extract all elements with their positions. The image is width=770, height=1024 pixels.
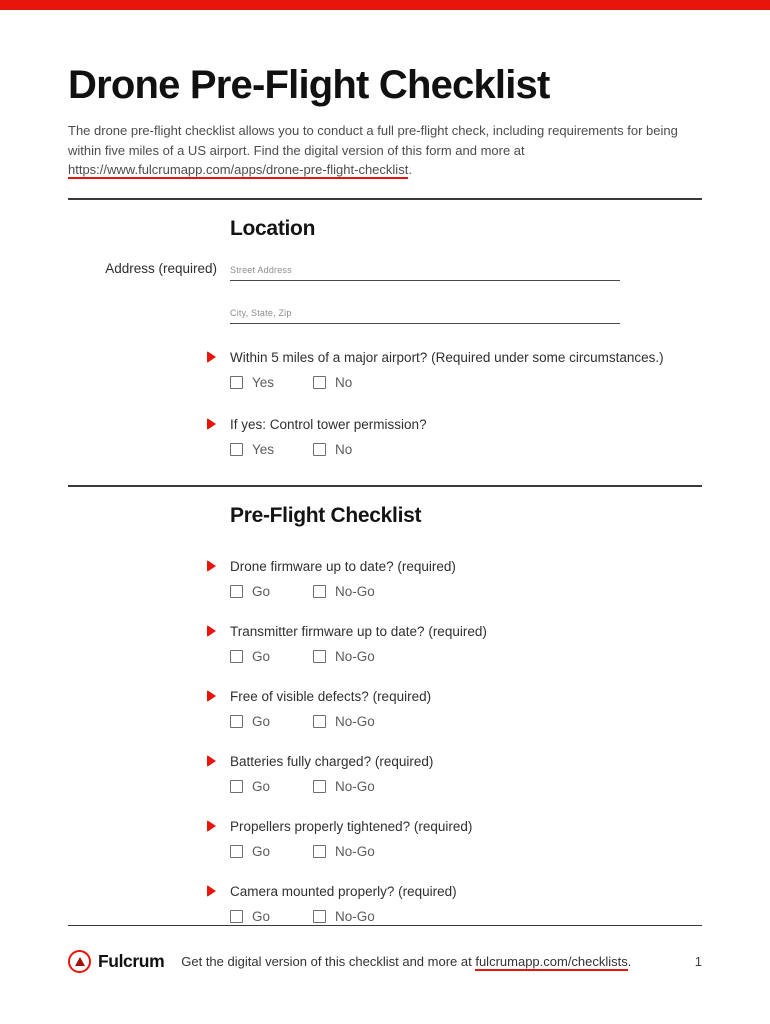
option-label: No (335, 441, 353, 457)
question-label: Propellers properly tightened? (required) (230, 818, 473, 834)
street-address-field[interactable] (230, 260, 620, 281)
question-options (230, 844, 702, 859)
question-options (230, 649, 702, 664)
checklist-heading: Pre-Flight Checklist (230, 503, 422, 527)
question-label: If yes: Control tower permission? (230, 416, 427, 432)
question-options (230, 714, 702, 729)
fulcrum-logo-icon (68, 950, 91, 973)
question-propellers-tightened (230, 818, 702, 859)
option-label: Go (252, 908, 271, 924)
checkbox-icon[interactable] (230, 845, 243, 858)
intro-link[interactable]: https://www.fulcrumapp.com/apps/drone-pre-flight-checklist (68, 162, 409, 177)
question-label: Free of visible defects? (required) (230, 688, 432, 704)
checkbox-icon[interactable] (230, 650, 243, 663)
option-label: No-Go (335, 648, 375, 664)
question-bullet-icon (207, 560, 216, 572)
checkbox-icon[interactable] (313, 443, 326, 456)
question-batteries-charged (230, 753, 702, 794)
checkbox-icon[interactable] (230, 910, 243, 923)
option-go[interactable] (230, 844, 313, 859)
option-no[interactable] (313, 375, 352, 390)
question-label: Camera mounted properly? (required) (230, 883, 457, 899)
question-options (230, 375, 702, 390)
question-options (230, 442, 702, 457)
footer-divider (68, 925, 702, 926)
footer (68, 925, 702, 973)
option-label: No-Go (335, 713, 375, 729)
option-yes[interactable] (230, 442, 313, 457)
city-state-zip-field[interactable] (230, 303, 620, 324)
question-bullet-icon (207, 351, 216, 363)
question-visible-defects (230, 688, 702, 729)
question-label: Drone firmware up to date? (required) (230, 558, 456, 574)
option-no-go[interactable] (313, 779, 375, 794)
checkbox-icon[interactable] (230, 780, 243, 793)
option-go[interactable] (230, 584, 313, 599)
option-no-go[interactable] (313, 714, 375, 729)
checkbox-icon[interactable] (230, 443, 243, 456)
intro-text: The drone pre-flight checklist allows you to conduct a full pre-flight check, including requirements for being within five miles of a US airport. Find the digital version of this form and more at (68, 123, 678, 158)
footer-link[interactable]: fulcrumapp.com/checklists (475, 954, 628, 969)
top-accent-bar (0, 0, 770, 10)
option-no-go[interactable] (313, 649, 375, 664)
checkbox-icon[interactable] (313, 910, 326, 923)
question-bullet-icon (207, 755, 216, 767)
footer-text (181, 954, 631, 969)
checkbox-icon[interactable] (313, 845, 326, 858)
option-no[interactable] (313, 442, 352, 457)
option-yes[interactable] (230, 375, 313, 390)
intro-paragraph (68, 121, 682, 180)
logo-triangle-icon (75, 957, 85, 966)
question-transmitter-firmware (230, 623, 702, 664)
city-state-zip-placeholder: City, State, Zip (230, 307, 292, 318)
question-bullet-icon (207, 418, 216, 430)
checkbox-icon[interactable] (313, 715, 326, 728)
street-address-placeholder: Street Address (230, 264, 292, 275)
option-label: No-Go (335, 843, 375, 859)
option-label: Go (252, 778, 271, 794)
checkbox-icon[interactable] (313, 780, 326, 793)
question-drone-firmware (230, 558, 702, 599)
checkbox-icon[interactable] (230, 585, 243, 598)
question-bullet-icon (207, 625, 216, 637)
checkbox-icon[interactable] (313, 376, 326, 389)
option-label: Go (252, 648, 271, 664)
option-no-go[interactable] (313, 844, 375, 859)
option-label: Go (252, 583, 271, 599)
option-label: Yes (252, 441, 275, 457)
intro-suffix: . (408, 162, 412, 177)
question-options (230, 779, 702, 794)
location-heading: Location (230, 216, 316, 240)
option-label: No (335, 374, 353, 390)
question-options (230, 584, 702, 599)
question-airport-proximity (230, 349, 702, 390)
question-label: Batteries fully charged? (required) (230, 753, 434, 769)
option-label: No-Go (335, 908, 375, 924)
question-bullet-icon (207, 885, 216, 897)
footer-text-body: Get the digital version of this checklist and more at (181, 954, 476, 969)
preflight-checklist-section (68, 487, 702, 924)
question-label: Within 5 miles of a major airport? (Required under some circumstances.) (230, 349, 664, 365)
option-no-go[interactable] (313, 909, 375, 924)
location-section (68, 200, 702, 457)
checkbox-icon[interactable] (230, 715, 243, 728)
option-label: No-Go (335, 778, 375, 794)
question-bullet-icon (207, 690, 216, 702)
page-title: Drone Pre-Flight Checklist (68, 63, 550, 107)
option-go[interactable] (230, 909, 313, 924)
question-camera-mounted (230, 883, 702, 924)
checkbox-icon[interactable] (230, 376, 243, 389)
question-bullet-icon (207, 820, 216, 832)
option-go[interactable] (230, 714, 313, 729)
question-label: Transmitter firmware up to date? (required) (230, 623, 487, 639)
brand-name: Fulcrum (98, 951, 165, 971)
address-label: Address (required) (105, 260, 217, 276)
checkbox-icon[interactable] (313, 585, 326, 598)
page-number: 1 (694, 954, 702, 969)
option-label: No-Go (335, 583, 375, 599)
option-no-go[interactable] (313, 584, 375, 599)
question-options (230, 909, 702, 924)
question-control-tower (230, 416, 702, 457)
footer-text-suffix: . (627, 954, 632, 969)
checkbox-icon[interactable] (313, 650, 326, 663)
option-label: Yes (252, 374, 275, 390)
option-go[interactable] (230, 779, 313, 794)
option-label: Go (252, 713, 271, 729)
option-go[interactable] (230, 649, 313, 664)
option-label: Go (252, 843, 271, 859)
